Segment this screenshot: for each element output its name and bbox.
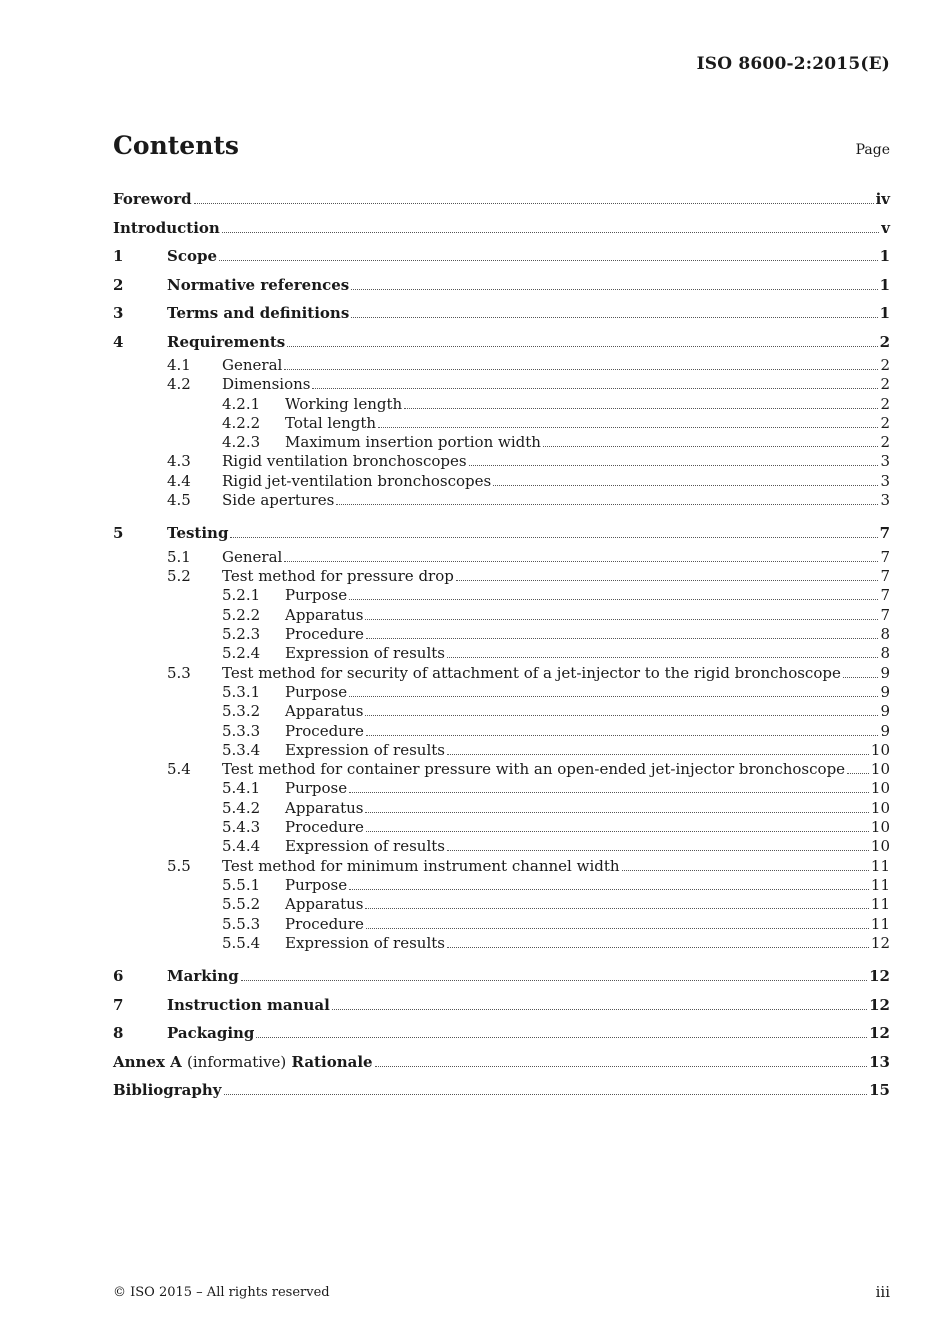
toc-entry-page: 2 bbox=[880, 394, 890, 413]
page-number: iii bbox=[875, 1283, 890, 1301]
toc-entry-label: Maximum insertion portion width bbox=[285, 433, 541, 452]
toc-entry-marking[interactable] bbox=[113, 962, 890, 991]
toc-entry-page: 11 bbox=[870, 856, 890, 875]
dot-leader bbox=[349, 696, 878, 697]
dot-leader bbox=[404, 408, 878, 409]
toc-entry-label: Bibliography bbox=[113, 1081, 222, 1100]
dot-leader bbox=[287, 346, 877, 347]
dot-leader bbox=[366, 928, 869, 929]
toc-entry-label: Procedure bbox=[285, 818, 364, 837]
toc-subentry[interactable] bbox=[113, 491, 890, 510]
annex-prefix: Annex A bbox=[113, 1052, 182, 1071]
toc-entry-number: 5.5.3 bbox=[222, 914, 261, 933]
toc-entry-page: 15 bbox=[869, 1081, 890, 1100]
toc-entry-label: Test method for minimum instrument channel width bbox=[222, 856, 620, 875]
toc-entry-page: 8 bbox=[880, 644, 890, 663]
toc-entry-page: 9 bbox=[880, 682, 890, 701]
toc-entry-page: 7 bbox=[880, 547, 890, 566]
toc-subentry[interactable] bbox=[113, 586, 890, 605]
toc-entry-label: Instruction manual bbox=[167, 995, 330, 1014]
toc-entry-label: Total length bbox=[285, 413, 377, 432]
toc-entry-number: 4.2.2 bbox=[222, 413, 261, 432]
toc-entry-terms-and-definitions[interactable] bbox=[113, 299, 890, 328]
toc-entry-page: 9 bbox=[880, 721, 890, 740]
dot-leader bbox=[456, 580, 879, 581]
toc-entry-label: General bbox=[222, 356, 283, 374]
toc-entry-label: Test method for pressure drop bbox=[222, 567, 454, 586]
toc-entry-page: 10 bbox=[870, 837, 890, 856]
dot-leader bbox=[312, 388, 878, 389]
toc-subentry[interactable] bbox=[113, 915, 890, 934]
toc-entry-number: 2 bbox=[113, 275, 124, 294]
toc-entry-label: Packaging bbox=[167, 1024, 255, 1043]
dot-leader bbox=[349, 889, 869, 890]
toc-entry-label: Rigid jet-ventilation bronchoscopes bbox=[222, 471, 492, 490]
toc-entry-number: 5.4.1 bbox=[222, 779, 261, 798]
dot-leader bbox=[332, 1009, 867, 1010]
toc-subentry[interactable] bbox=[113, 567, 890, 586]
toc-entry-label: Purpose bbox=[285, 779, 348, 798]
toc-entry-label: Terms and definitions bbox=[167, 304, 350, 322]
dot-leader bbox=[366, 735, 879, 736]
dot-leader bbox=[365, 908, 868, 909]
toc-subentry[interactable] bbox=[113, 625, 890, 644]
dot-leader bbox=[543, 446, 879, 447]
toc-entry-label: Expression of results bbox=[285, 837, 445, 856]
toc-entry-page: 2 bbox=[880, 413, 890, 432]
toc-entry-number: 4.3 bbox=[167, 452, 191, 471]
toc-entry-page: 3 bbox=[880, 452, 890, 471]
toc-entry-page: 10 bbox=[870, 818, 890, 837]
toc-entry-page: 7 bbox=[880, 567, 890, 586]
toc-entry-page: 13 bbox=[869, 1052, 890, 1071]
dot-leader bbox=[375, 1066, 868, 1067]
toc-entry-page: 9 bbox=[880, 663, 890, 682]
dot-leader bbox=[447, 850, 869, 851]
toc-entry-label: Introduction bbox=[113, 218, 220, 237]
toc-entry-number: 5.2 bbox=[167, 567, 191, 586]
toc-entry-number: 5.1 bbox=[167, 547, 191, 566]
toc-entry-page: 12 bbox=[869, 1024, 890, 1043]
toc-entry-label: Expression of results bbox=[285, 933, 445, 952]
toc-subentry[interactable] bbox=[113, 895, 890, 914]
toc-entry-requirements[interactable] bbox=[113, 328, 890, 357]
toc-entry-label: Test method for container pressure with an open-ended jet-injector bronchoscope bbox=[222, 760, 846, 779]
toc-entry-number: 4 bbox=[113, 332, 124, 351]
toc-entry-testing[interactable] bbox=[113, 519, 890, 548]
toc-entry-number: 5.2.2 bbox=[222, 605, 261, 624]
dot-leader bbox=[365, 715, 878, 716]
toc-entry-number: 4.5 bbox=[167, 491, 191, 510]
toc-entry-label: Testing bbox=[167, 524, 229, 543]
toc-entry-page: 10 bbox=[870, 798, 890, 817]
toc-subentry[interactable] bbox=[113, 779, 890, 798]
toc-subentry[interactable] bbox=[113, 760, 890, 779]
table-of-contents bbox=[113, 185, 890, 1105]
annex-title: Rationale bbox=[291, 1052, 373, 1071]
toc-subentry[interactable] bbox=[113, 818, 890, 837]
toc-entry-bibliography[interactable] bbox=[113, 1076, 890, 1105]
toc-entry-number: 5.3.2 bbox=[222, 702, 261, 721]
toc-entry-page: 3 bbox=[880, 491, 890, 510]
toc-entry-number: 5.5.4 bbox=[222, 933, 261, 952]
toc-entry-number: 5.3.1 bbox=[222, 682, 261, 701]
toc-entry-label: Requirements bbox=[167, 332, 286, 351]
dot-leader bbox=[219, 260, 878, 261]
toc-entry-number: 3 bbox=[113, 304, 124, 322]
toc-entry-page: 8 bbox=[880, 625, 890, 644]
toc-entry-label: Normative references bbox=[167, 275, 350, 294]
toc-subentry[interactable] bbox=[113, 452, 890, 471]
toc-entry-label: Test method for security of attachment of a jet-injector to the rigid bronchoscope bbox=[222, 663, 841, 682]
toc-entry-page: 2 bbox=[880, 433, 890, 452]
page-title: Contents bbox=[113, 131, 240, 160]
toc-entry-page: 11 bbox=[870, 875, 890, 894]
toc-entry-page: 7 bbox=[879, 524, 890, 543]
dot-leader bbox=[447, 754, 869, 755]
dot-leader bbox=[194, 203, 874, 204]
toc-entry-label: Procedure bbox=[285, 625, 364, 644]
toc-entry-number: 5.4 bbox=[167, 760, 191, 779]
page-column-label: Page bbox=[855, 142, 890, 158]
dot-leader bbox=[847, 773, 869, 774]
dot-leader bbox=[284, 369, 878, 370]
toc-entry-label: General bbox=[222, 547, 283, 566]
document-id: ISO 8600-2:2015(E) bbox=[696, 54, 890, 74]
toc-entry-scope[interactable] bbox=[113, 242, 890, 271]
toc-subentry[interactable] bbox=[113, 356, 890, 375]
toc-subentry[interactable] bbox=[113, 548, 890, 567]
toc-subentry[interactable] bbox=[113, 799, 890, 818]
toc-entry-number: 5.3.4 bbox=[222, 740, 261, 759]
toc-subentry[interactable] bbox=[113, 741, 890, 760]
dot-leader bbox=[222, 232, 879, 233]
toc-entry-number: 5.2.1 bbox=[222, 586, 261, 605]
toc-entry-annex-a[interactable] bbox=[113, 1048, 890, 1077]
toc-entry-page: 12 bbox=[869, 967, 890, 986]
copyright-notice: © ISO 2015 – All rights reserved bbox=[113, 1285, 330, 1300]
dot-leader bbox=[366, 831, 869, 832]
toc-entry-number: 5.5.2 bbox=[222, 895, 261, 914]
toc-entry-label: Expression of results bbox=[285, 644, 445, 663]
toc-entry-label: Side apertures bbox=[222, 491, 335, 510]
toc-subentry[interactable] bbox=[113, 934, 890, 953]
toc-entry-number: 4.1 bbox=[167, 356, 191, 374]
toc-entry-number: 5.4.4 bbox=[222, 837, 261, 856]
toc-entry-label: Marking bbox=[167, 967, 239, 986]
toc-entry-page: 11 bbox=[870, 895, 890, 914]
toc-subentry[interactable] bbox=[113, 606, 890, 625]
dot-leader bbox=[469, 465, 879, 466]
toc-entry-page: 2 bbox=[880, 356, 890, 374]
toc-entry-foreword[interactable] bbox=[113, 185, 890, 214]
toc-subentry[interactable] bbox=[113, 644, 890, 663]
toc-subentry[interactable] bbox=[113, 433, 890, 452]
toc-entry-page: 1 bbox=[879, 247, 890, 265]
toc-entry-introduction[interactable] bbox=[113, 214, 890, 243]
toc-entry-label: Rigid ventilation bronchoscopes bbox=[222, 452, 467, 471]
toc-entry-number: 5.3 bbox=[167, 663, 191, 682]
dot-leader bbox=[447, 947, 869, 948]
toc-entry-label: Apparatus bbox=[285, 605, 364, 624]
toc-entry-instruction-manual[interactable] bbox=[113, 991, 890, 1020]
toc-subentry[interactable] bbox=[113, 664, 890, 683]
dot-leader bbox=[447, 657, 878, 658]
toc-entry-label: Apparatus bbox=[285, 798, 364, 817]
dot-leader bbox=[224, 1094, 868, 1095]
toc-entry-normative-references[interactable] bbox=[113, 271, 890, 300]
toc-entry-label: Expression of results bbox=[285, 740, 445, 759]
dot-leader bbox=[365, 619, 878, 620]
toc-entry-page: 2 bbox=[880, 375, 890, 394]
toc-entry-page: 2 bbox=[879, 332, 890, 351]
toc-subentry[interactable] bbox=[113, 414, 890, 433]
toc-entry-label: Purpose bbox=[285, 682, 348, 701]
toc-entry-number: 6 bbox=[113, 967, 124, 986]
toc-entry-number: 4.2 bbox=[167, 375, 191, 394]
toc-entry-number: 5.4.2 bbox=[222, 798, 261, 817]
toc-entry-number: 4.2.1 bbox=[222, 394, 261, 413]
toc-entry-page: 3 bbox=[880, 471, 890, 490]
toc-entry-label: Procedure bbox=[285, 914, 364, 933]
toc-entry-page: 12 bbox=[870, 933, 890, 952]
toc-entry-page: v bbox=[881, 218, 890, 237]
toc-entry-page: 7 bbox=[880, 586, 890, 605]
toc-entry-page: 1 bbox=[879, 304, 890, 322]
dot-leader bbox=[351, 289, 877, 290]
toc-entry-page: 10 bbox=[870, 779, 890, 798]
dot-leader bbox=[284, 561, 878, 562]
annex-type: (informative) bbox=[187, 1052, 287, 1071]
dot-leader bbox=[349, 792, 869, 793]
toc-entry-number: 5.2.4 bbox=[222, 644, 261, 663]
toc-subentry[interactable] bbox=[113, 472, 890, 491]
toc-entry-number: 5.3.3 bbox=[222, 721, 261, 740]
toc-entry-page: 10 bbox=[870, 760, 890, 779]
dot-leader bbox=[493, 485, 878, 486]
toc-entry-page: 11 bbox=[870, 914, 890, 933]
dot-leader bbox=[843, 677, 879, 678]
dot-leader bbox=[230, 537, 877, 538]
toc-subentry[interactable] bbox=[113, 683, 890, 702]
toc-entry-number: 5.5.1 bbox=[222, 875, 261, 894]
toc-entry-number: 4.2.3 bbox=[222, 433, 261, 452]
toc-entry-packaging[interactable] bbox=[113, 1019, 890, 1048]
toc-entry-label: Purpose bbox=[285, 875, 348, 894]
dot-leader bbox=[336, 504, 878, 505]
toc-entry-number: 4.4 bbox=[167, 471, 191, 490]
toc-subentry[interactable] bbox=[113, 722, 890, 741]
toc-entry-number: 1 bbox=[113, 247, 124, 265]
toc-entry-label: Foreword bbox=[113, 190, 192, 208]
toc-entry-page: 9 bbox=[880, 702, 890, 721]
toc-subentry[interactable] bbox=[113, 375, 890, 394]
toc-entry-label: Scope bbox=[167, 247, 218, 265]
dot-leader bbox=[256, 1037, 867, 1038]
toc-entry-label: Apparatus bbox=[285, 895, 364, 914]
toc-entry-label: Apparatus bbox=[285, 702, 364, 721]
toc-subentry[interactable] bbox=[113, 702, 890, 721]
toc-entry-number: 5 bbox=[113, 524, 124, 543]
toc-subentry[interactable] bbox=[113, 857, 890, 876]
toc-subentry[interactable] bbox=[113, 395, 890, 414]
dot-leader bbox=[349, 599, 878, 600]
toc-subentry[interactable] bbox=[113, 837, 890, 856]
dot-leader bbox=[365, 812, 868, 813]
toc-entry-page: 1 bbox=[879, 275, 890, 294]
dot-leader bbox=[241, 980, 867, 981]
toc-entry-number: 8 bbox=[113, 1024, 124, 1043]
dot-leader bbox=[366, 638, 879, 639]
dot-leader bbox=[351, 317, 877, 318]
toc-subentry[interactable] bbox=[113, 876, 890, 895]
dot-leader bbox=[378, 427, 878, 428]
toc-entry-page: 7 bbox=[880, 605, 890, 624]
toc-entry-page: 10 bbox=[870, 740, 890, 759]
dot-leader bbox=[622, 870, 869, 871]
toc-entry-page: iv bbox=[875, 190, 890, 208]
toc-entry-number: 5.5 bbox=[167, 856, 191, 875]
toc-entry-number: 7 bbox=[113, 995, 124, 1014]
toc-entry-number: 5.4.3 bbox=[222, 818, 261, 837]
toc-entry-label: Procedure bbox=[285, 721, 364, 740]
toc-entry-number: 5.2.3 bbox=[222, 625, 261, 644]
toc-entry-label: Working length bbox=[285, 394, 403, 413]
toc-entry-label bbox=[113, 1048, 373, 1077]
toc-entry-label: Purpose bbox=[285, 586, 348, 605]
toc-entry-page: 12 bbox=[869, 995, 890, 1014]
toc-entry-label: Dimensions bbox=[222, 375, 311, 394]
